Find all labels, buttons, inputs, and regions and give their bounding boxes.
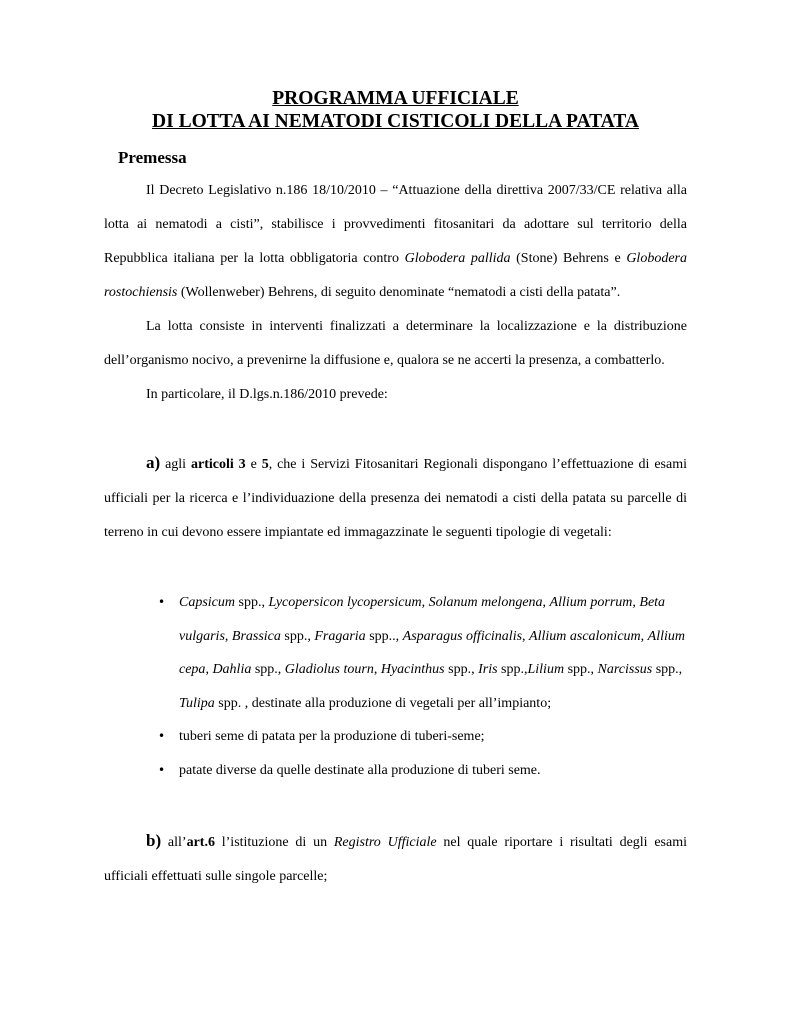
species-name: Beta vulgaris xyxy=(179,595,666,644)
point-a-marker: a) xyxy=(146,453,161,472)
text-run: l’istituzione di un xyxy=(214,835,334,850)
paragraph-decreto xyxy=(104,174,687,310)
point-a-paragraph xyxy=(104,446,687,550)
text-run: spp., xyxy=(652,662,683,677)
text-run: , che i Servizi Fitosanitari Regionali dispongano l’effettuazione di esami ufficiali per la ricerca e l’individuazione della presenza dei nematodi a cisti della patata su parcelle di terreno in cui devono essere impiantate ed immagazzinate le seguenti tipologie di vegetali: xyxy=(104,457,687,540)
species-name: Fragaria xyxy=(314,628,366,644)
text-run: , xyxy=(205,662,213,677)
article-reference: art.6 xyxy=(186,835,215,850)
vegetable-list xyxy=(150,586,688,787)
text-run: e xyxy=(245,457,262,472)
paragraph-in-particolare: In particolare, il D.lgs.n.186/2010 prevede: xyxy=(146,387,388,402)
text-run: Il Decreto Legislativo n.186 18/10/2010 – “Attuazione della direttiva 2007/33/CE relativa alla lotta ai nematodi a cisti”, stabilisce i provvedimenti fitosanitari da adottare sul territorio della Repubblica italiana per la lotta obbligatoria contro xyxy=(104,183,687,266)
list-item xyxy=(150,720,688,754)
list-item xyxy=(150,586,688,720)
point-b-marker: b) xyxy=(146,831,162,850)
text-run: agli xyxy=(160,457,191,472)
species-name: Solanum melongena xyxy=(428,595,543,610)
text-run: , xyxy=(224,628,232,644)
species-name: Tulipa xyxy=(179,695,215,711)
text-run: patate diverse da quelle destinate alla produzione di tuberi seme. xyxy=(179,762,541,778)
species-name: Dahlia xyxy=(212,662,252,677)
bullet-icon: • xyxy=(158,729,166,743)
bullet-icon: • xyxy=(158,762,166,777)
text-run: spp. , destinate alla produzione di vegetali per all’impianto; xyxy=(214,695,552,711)
species-name: Narcissus xyxy=(597,662,653,677)
text-run: spp.., xyxy=(365,628,403,644)
text-run: spp., xyxy=(444,662,479,677)
text-run: spp., xyxy=(235,595,269,610)
species-name: Gladiolus tourn xyxy=(284,662,374,677)
species-name: Iris xyxy=(478,662,498,677)
species-name: Allium porrum xyxy=(549,595,633,610)
text-run: , xyxy=(421,595,429,610)
text-run: nel quale riportare i risultati degli esami ufficiali effettuati sulle singole parcelle; xyxy=(104,835,687,884)
text-run: , xyxy=(542,595,550,610)
registry-name: Registro Ufficiale xyxy=(333,835,437,850)
species-name: Globodera pallida xyxy=(404,251,511,266)
text-run: spp., xyxy=(497,662,528,677)
point-b-paragraph xyxy=(104,824,687,894)
species-name: Brassica xyxy=(231,628,281,644)
document-title-line-1: PROGRAMMA UFFICIALE xyxy=(272,88,519,109)
document-title-line-2: DI LOTTA AI NEMATODI CISTICOLI DELLA PATATA xyxy=(152,111,639,132)
species-name: Allium ascalonicum xyxy=(529,628,641,644)
text-run: , xyxy=(522,628,530,644)
bullet-icon: • xyxy=(158,595,166,609)
text-run: , xyxy=(632,595,640,610)
species-name: Hyacinthus xyxy=(380,662,445,677)
article-reference: 5 xyxy=(261,457,269,472)
article-reference: articoli 3 xyxy=(190,457,246,472)
text-run: spp., xyxy=(564,662,598,677)
species-name: Allium cepa xyxy=(179,628,685,677)
paragraph-lotta: La lotta consiste in interventi finalizzati a determinare la localizzazione e la distribuzione dell’organismo nocivo, a prevenirne la diffusione e, qualora se ne accerti la presenza, a combatterlo. xyxy=(104,319,687,368)
text-run: tuberi seme di patata per la produzione di tuberi-seme; xyxy=(179,729,485,744)
list-item xyxy=(150,754,688,788)
text-run: spp., xyxy=(251,662,285,677)
section-heading-premessa: Premessa xyxy=(118,148,187,167)
species-name: Asparagus officinalis xyxy=(402,628,523,644)
text-run: (Wollenweber) Behrens, di seguito denominate “nematodi a cisti della patata”. xyxy=(177,285,621,300)
text-run: (Stone) Behrens e xyxy=(510,251,627,266)
text-run: all’ xyxy=(161,835,187,850)
text-run: spp., xyxy=(280,628,315,644)
species-name: Globodera rostochiensis xyxy=(104,251,687,300)
species-name: Capsicum xyxy=(179,595,235,610)
text-run: , xyxy=(373,662,381,677)
species-name: Lycopersicon lycopersicum xyxy=(268,595,422,610)
species-name: Lilium xyxy=(527,662,565,677)
text-run: , xyxy=(640,628,648,644)
